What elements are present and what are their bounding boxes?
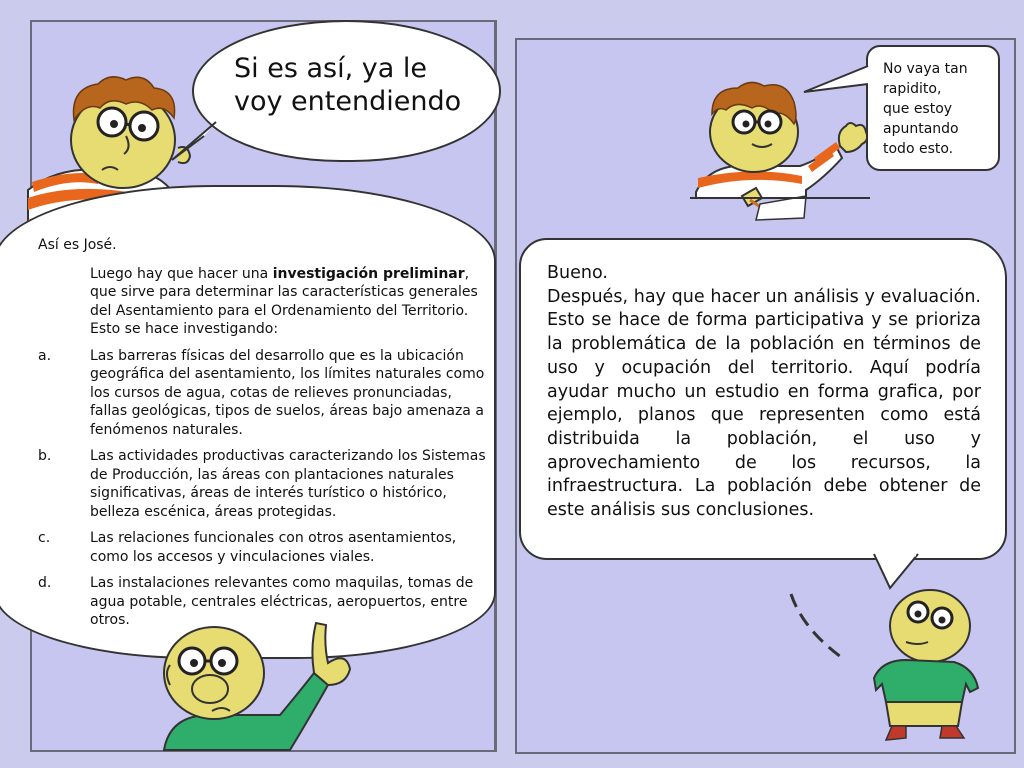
speech-bubble-top-left xyxy=(192,20,501,162)
list-item: b. Las actividades productivas caracterizando los Sistemas de Producción, las áreas con plantaciones naturales significativas, áreas de interés turístico o histórico, belleza escénica, áreas protegidas. xyxy=(38,448,486,520)
speech-line-4: apuntando xyxy=(883,121,959,137)
list-item: a. Las barreras físicas del desarrollo que es la ubicación geográfica del asentamiento, los límites naturales como los cursos de agua, cotas de relieves pronunciadas, fallas geológicas, tipos de suelos, áreas bajo amenaza a fenómenos naturales. xyxy=(38,347,485,438)
speech-line-1: No vaya tan xyxy=(883,61,968,77)
speech-line-1: Bueno. xyxy=(547,263,608,283)
speech-bubble-top-right xyxy=(866,45,1000,171)
bubble-tail xyxy=(168,118,228,168)
bubble-tail xyxy=(800,64,870,104)
speech-line-3: que estoy xyxy=(883,101,953,117)
speech-text xyxy=(234,52,461,118)
greeting: Así es José. xyxy=(38,237,117,253)
motion-lines xyxy=(785,590,865,670)
speech-line-5: todo esto. xyxy=(883,141,954,157)
man-with-glasses-character xyxy=(866,588,986,743)
speech-bubble-main-right xyxy=(519,238,1007,560)
speech-line-2: voy entendiendo xyxy=(234,86,462,117)
speech-paragraph: Después, hay que hacer un análisis y evaluación. Esto se hace de forma participativa y se prioriza la problemática de la población en términos de uso y ocupación del territorio. Aquí podría ayudar mucho un estudio en forma grafica, por ejemplo, planos que representen como está distribuida la población, el uso y aprovechamiento de los recursos, la infraestructura. La población debe obtener de este análisis sus conclusiones. xyxy=(547,286,981,521)
speech-text xyxy=(883,59,968,159)
speech-line-1: Si es así, ya le xyxy=(234,53,427,84)
list-item: c. Las relaciones funcionales con otros asentamientos, como los accesos y vinculaciones viales. xyxy=(38,530,457,565)
intro-paragraph: Luego hay que hacer una investigación preliminar, que sirve para determinar las características generales del Asentamiento para el Ordenamiento del Territorio. Esto se hace investigando: xyxy=(90,265,478,337)
document-text xyxy=(38,236,488,630)
bubble-tail xyxy=(870,552,930,592)
speech-text xyxy=(547,262,981,523)
speech-line-2: rapidito, xyxy=(883,81,942,97)
list-item: d. Las instalaciones relevantes como maquilas, tomas de agua potable, centrales eléctricas, aeropuertos, entre otros. xyxy=(38,575,474,628)
bald-man-character xyxy=(150,615,370,750)
